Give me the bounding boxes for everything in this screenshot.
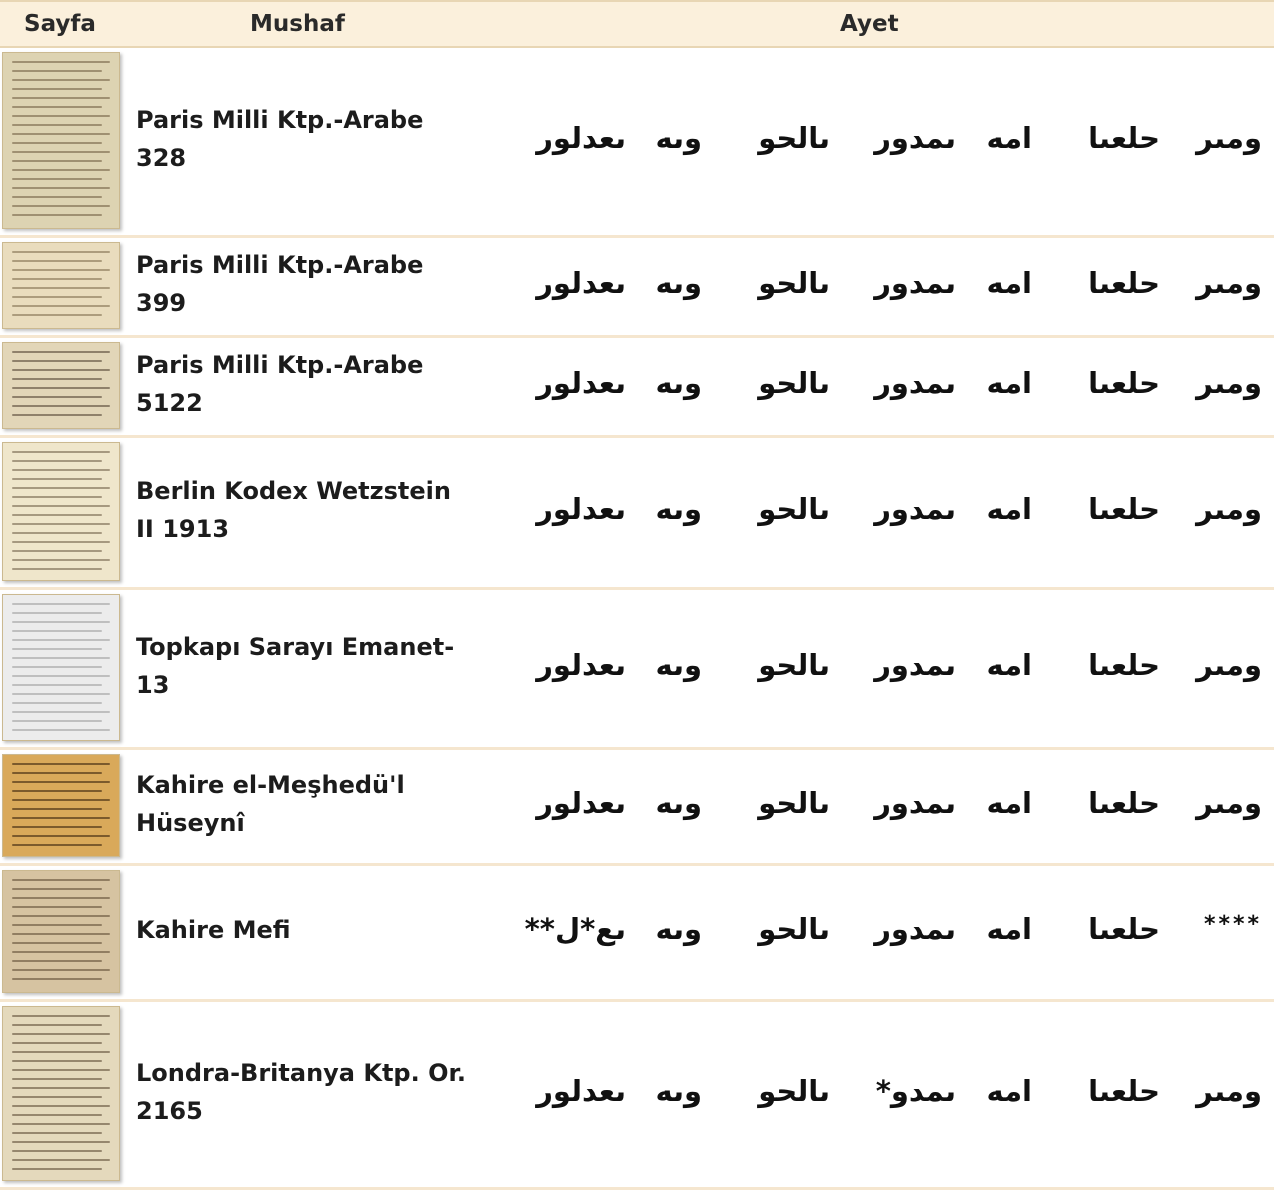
ayet-word: ىالحو	[758, 786, 830, 820]
ayet-word: ىالحو	[758, 366, 830, 400]
manuscript-page-thumbnail	[2, 52, 120, 229]
mushaf-name-line2: 399	[136, 289, 187, 317]
ayet-word: وىه	[655, 786, 702, 820]
ayet-word: ىعدلور	[536, 121, 626, 155]
ayet-word: وىه	[655, 648, 702, 682]
ayet-word: وىه	[655, 121, 702, 155]
table-row	[0, 590, 1274, 750]
mushaf-name-line1: Topkapı Sarayı Emanet-	[136, 633, 455, 661]
ayet-word: ىالحو	[758, 492, 830, 526]
mushaf-name-line2: Hüseynî	[136, 809, 245, 837]
ayet-word: ىمدور	[874, 648, 956, 682]
ayet-word: ىالحو	[758, 121, 830, 155]
ayet-word: ىالحو	[758, 648, 830, 682]
ayet-word: ىعدلور	[536, 492, 626, 526]
ayet-word: ىالحو	[758, 266, 830, 300]
ayet-word: حلعىا	[1088, 121, 1160, 155]
table-row	[0, 1002, 1274, 1190]
ayet-word: حلعىا	[1088, 912, 1160, 946]
ayet-word: امه	[986, 1074, 1032, 1108]
ayet-text	[500, 48, 1274, 235]
mushaf-name	[136, 346, 476, 422]
ayet-text	[500, 750, 1274, 863]
mushaf-name-line1: Paris Milli Ktp.-Arabe	[136, 251, 424, 279]
mushaf-name-line1: Londra-Britanya Ktp. Or.	[136, 1059, 466, 1087]
ayet-word: ىعدلور	[536, 366, 626, 400]
manuscript-page-thumbnail	[2, 442, 120, 581]
ayet-word: امه	[986, 266, 1032, 300]
ayet-word: ىمدور	[874, 912, 956, 946]
ayet-word: امه	[986, 786, 1032, 820]
ayet-word: ****	[1203, 912, 1262, 937]
ayet-word: وىه	[655, 266, 702, 300]
mushaf-name	[136, 101, 476, 177]
ayet-word: حلعىا	[1088, 1074, 1160, 1108]
ayet-word: امه	[986, 121, 1032, 155]
ayet-word: امه	[986, 366, 1032, 400]
ayet-word: وىه	[655, 366, 702, 400]
manuscript-page-thumbnail	[2, 342, 120, 429]
mushaf-name	[136, 766, 476, 842]
ayet-word: حلعىا	[1088, 648, 1160, 682]
ayet-word: ىمدور	[874, 266, 956, 300]
mushaf-name-line2: II 1913	[136, 515, 230, 543]
ayet-text	[500, 238, 1274, 335]
mushaf-name-line2: 13	[136, 671, 170, 699]
ayet-text	[500, 338, 1274, 435]
ayet-word: حلعىا	[1088, 366, 1160, 400]
ayet-word: ىعدلور	[536, 266, 626, 300]
ayet-word: ىعدلور	[536, 786, 626, 820]
mushaf-name	[136, 246, 476, 322]
ayet-word: امه	[986, 648, 1032, 682]
header-sayfa: Sayfa	[24, 11, 96, 37]
ayet-word: امه	[986, 492, 1032, 526]
table-header	[0, 0, 1274, 48]
mushaf-name-line1: Kahire Mefi	[136, 916, 291, 944]
ayet-word: حلعىا	[1088, 266, 1160, 300]
ayet-word: ىمدور	[874, 121, 956, 155]
table-row	[0, 48, 1274, 238]
manuscript-page-thumbnail	[2, 1006, 120, 1181]
table-row	[0, 338, 1274, 438]
ayet-word: ىع*ل**	[524, 912, 626, 946]
ayet-word: حلعىا	[1088, 492, 1160, 526]
ayet-word: ومىر	[1196, 786, 1262, 820]
header-ayet: Ayet	[840, 11, 899, 37]
ayet-word: ومىر	[1196, 492, 1262, 526]
ayet-word: ومىر	[1196, 1074, 1262, 1108]
mushaf-name-line2: 2165	[136, 1097, 203, 1125]
header-mushaf: Mushaf	[250, 11, 345, 37]
ayet-text	[500, 866, 1274, 999]
ayet-word: وىه	[655, 912, 702, 946]
ayet-word: ىالحو	[758, 912, 830, 946]
ayet-word: ومىر	[1196, 648, 1262, 682]
mushaf-name-line1: Paris Milli Ktp.-Arabe	[136, 351, 424, 379]
ayet-word: ىعدلور	[536, 1074, 626, 1108]
table-row	[0, 238, 1274, 338]
mushaf-name-line2: 5122	[136, 389, 203, 417]
mushaf-name-line2: 328	[136, 144, 187, 172]
manuscript-page-thumbnail	[2, 594, 120, 741]
ayet-word: ىمدور	[874, 786, 956, 820]
ayet-text	[500, 438, 1274, 587]
ayet-word: ىالحو	[758, 1074, 830, 1108]
manuscript-page-thumbnail	[2, 754, 120, 857]
mushaf-name	[136, 472, 476, 548]
mushaf-name	[136, 1054, 476, 1130]
manuscript-page-thumbnail	[2, 242, 120, 329]
ayet-word: ومىر	[1196, 121, 1262, 155]
ayet-word: حلعىا	[1088, 786, 1160, 820]
ayet-word: امه	[986, 912, 1032, 946]
mushaf-name-line1: Paris Milli Ktp.-Arabe	[136, 106, 424, 134]
table-row	[0, 750, 1274, 866]
ayet-text	[500, 590, 1274, 747]
table-row	[0, 438, 1274, 590]
ayet-word: ومىر	[1196, 366, 1262, 400]
ayet-word: ىمدور	[874, 492, 956, 526]
mushaf-name	[136, 628, 476, 704]
mushaf-name-line1: Kahire el-Meşhedü'l	[136, 771, 405, 799]
mushaf-name	[136, 911, 476, 949]
ayet-word: وىه	[655, 1074, 702, 1108]
manuscript-page-thumbnail	[2, 870, 120, 993]
table-row	[0, 866, 1274, 1002]
mushaf-name-line1: Berlin Kodex Wetzstein	[136, 477, 451, 505]
ayet-word: ىمدو*	[875, 1074, 956, 1108]
ayet-word: وىه	[655, 492, 702, 526]
ayet-word: ىعدلور	[536, 648, 626, 682]
ayet-word: ىمدور	[874, 366, 956, 400]
ayet-text	[500, 1002, 1274, 1187]
ayet-word: ومىر	[1196, 266, 1262, 300]
